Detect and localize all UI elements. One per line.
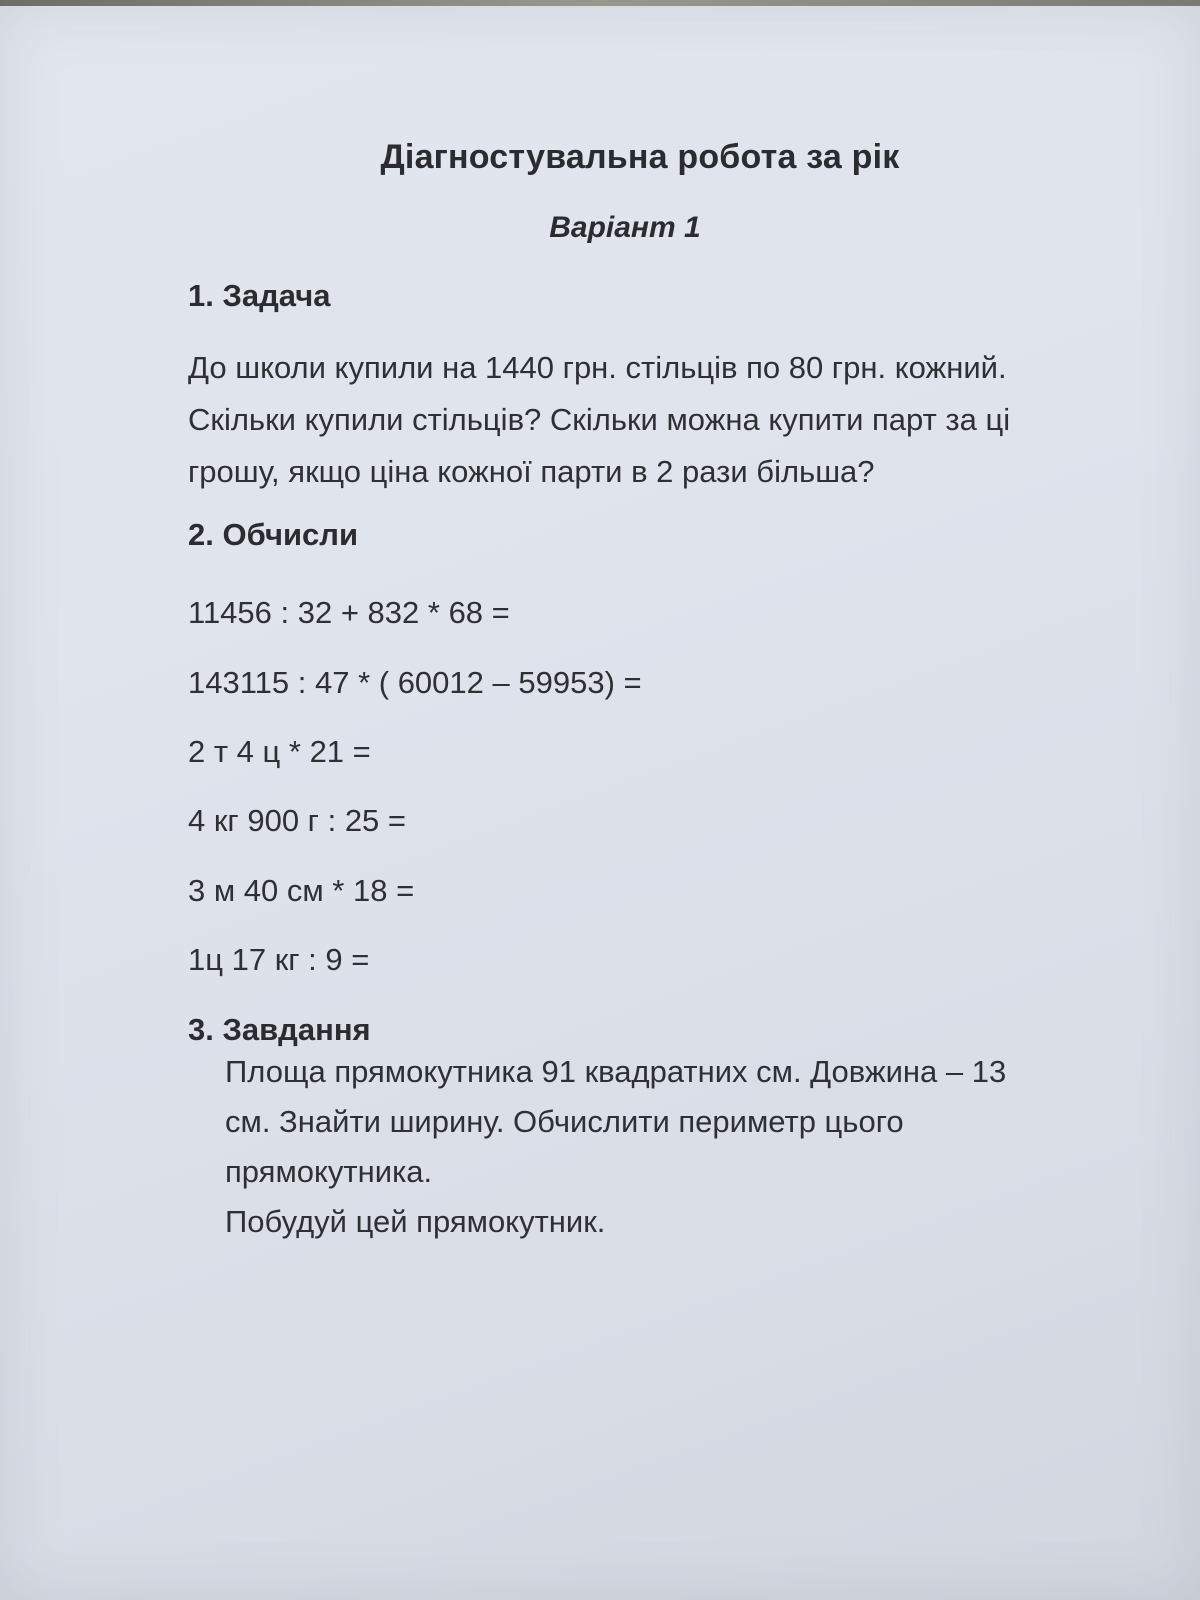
problem-line: Скільки купили стільців? Скільки можна купити парт за ці <box>188 402 1011 437</box>
expression-line: 1ц 17 кг : 9 = <box>188 942 370 977</box>
problem-line: До школи купили на 1440 грн. стільців по 80 грн. кожний. <box>188 350 1007 385</box>
expression-line: 143115 : 47 * ( 60012 – 59953) = <box>188 665 642 700</box>
task-line: Площа прямокутника 91 квадратних см. Довжина – 13 <box>225 1054 1007 1089</box>
section-2-heading: 2. Обчисли <box>188 517 359 552</box>
section-3-task-text <box>225 1047 1105 1247</box>
problem-line: грошу, якщо ціна кожної парти в 2 рази більша? <box>188 454 875 489</box>
section-1-heading: 1. Задача <box>188 278 331 313</box>
paper-sheet <box>0 6 1200 1600</box>
expression-line: 3 м 40 см * 18 = <box>188 873 415 908</box>
expression-line: 11456 : 32 + 832 * 68 = <box>188 595 510 630</box>
task-line: прямокутника. <box>225 1154 433 1189</box>
task-line: Побудуй цей прямокутник. <box>225 1204 606 1239</box>
variant-label: Варіант 1 <box>549 211 701 244</box>
expression-line: 2 т 4 ц * 21 = <box>188 734 371 769</box>
task-line: см. Знайти ширину. Обчислити периметр цього <box>225 1104 904 1139</box>
section-1-problem-text <box>188 342 1088 498</box>
section-3-heading: 3. Завдання <box>188 1012 371 1047</box>
document-title: Діагностувальна робота за рік <box>380 138 900 176</box>
expression-line: 4 кг 900 г : 25 = <box>188 803 407 838</box>
